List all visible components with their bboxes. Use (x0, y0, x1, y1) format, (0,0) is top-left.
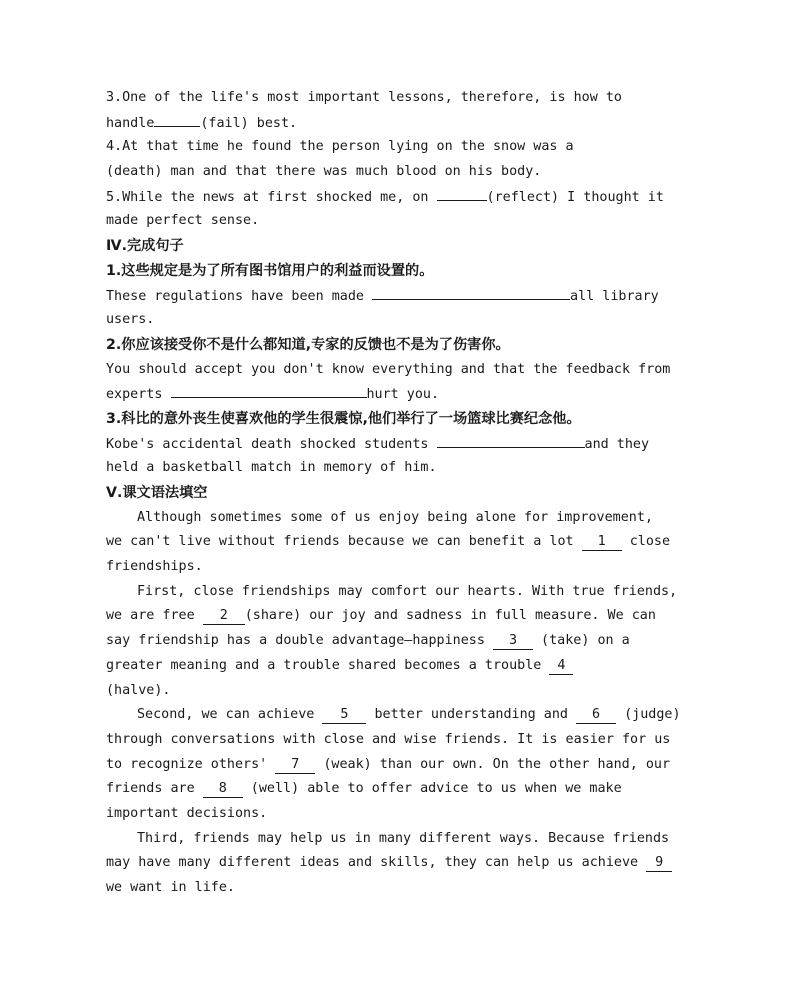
blank-8[interactable]: 8 (203, 781, 243, 798)
blank-2[interactable]: 2 (203, 608, 245, 625)
q3-line-1: 3.One of the life's most important lessons, therefore, is how to (106, 90, 622, 105)
p5-text: (weak) than our own. On the other hand, our (315, 756, 671, 772)
blank-4[interactable]: 4 (549, 658, 573, 675)
q3-text-b: (fail) best. (200, 115, 298, 131)
p5-text: (judge) (616, 707, 681, 723)
q5-text-b: (reflect) I thought it (486, 189, 664, 205)
q3-text-a: handle (106, 115, 155, 131)
p5-para2-line-4 (106, 654, 694, 679)
q3-line-2 (106, 111, 694, 136)
p4-q1-text-a: These regulations have been made (106, 288, 373, 304)
blank-1[interactable]: 1 (582, 534, 622, 551)
p5-para4-line-3: we want in life. (106, 880, 235, 895)
p5-text: close (621, 534, 671, 550)
q5-text-a: 5.While the news at first shocked me, on (106, 189, 437, 205)
p4-q2-english-1: You should accept you don't know everything and that the feedback from (106, 361, 671, 377)
p5-para1-line-1: Although sometimes some of us enjoy being alone for improvement, (137, 509, 653, 525)
p5-para3-line-4 (106, 777, 694, 802)
p5-para3-line-5: important decisions. (106, 805, 268, 821)
p4-q2-blank[interactable] (171, 382, 367, 398)
section-5-heading: Ⅴ.课文语法填空 (106, 485, 208, 501)
p5-text: to recognize others' (106, 756, 276, 772)
p5-para1-line-3: friendships. (106, 559, 203, 575)
section-4-heading: Ⅳ.完成句子 (106, 238, 184, 255)
blank-6[interactable]: 6 (576, 707, 616, 724)
p5-text: (well) able to offer advice to us when we make (242, 781, 622, 797)
p5-para2-line-5: (halve). (106, 682, 171, 698)
p4-q1-text-b: all library (570, 288, 659, 304)
p5-text: better understanding and (366, 707, 577, 723)
p5-para4-line-2 (106, 851, 694, 876)
blank-3[interactable]: 3 (493, 633, 533, 650)
q5-line-1 (106, 185, 694, 210)
blank-9[interactable]: 9 (646, 855, 672, 872)
p5-para3-line-1 (106, 703, 694, 728)
p4-q2-text-b: hurt you. (366, 387, 440, 403)
p4-q3-english-1 (106, 432, 694, 457)
q5-line-2: made perfect sense. (106, 213, 260, 229)
p4-q1-blank[interactable] (372, 284, 570, 300)
p4-q3-blank[interactable] (437, 432, 585, 448)
p5-text: we can't live without friends because we can benefit a lot (106, 534, 582, 550)
p4-q3-chinese: 3.科比的意外丧生使喜欢他的学生很震惊,他们举行了一场篮球比赛纪念他。 (106, 410, 581, 427)
p4-q3-text-a: Kobe's accidental death shocked students (106, 436, 437, 452)
p4-q1-english-1 (106, 284, 694, 309)
p4-q1-english-2: users. (106, 312, 155, 328)
p5-text: may have many different ideas and skills, they can help us achieve (106, 855, 647, 871)
p5-para4-line-1: Third, friends may help us in many different ways. Because friends (137, 830, 670, 846)
p4-q3-text-b: and they (584, 436, 650, 452)
p5-text: (share) our joy and sadness in full measure. We can (244, 608, 656, 624)
q5-blank[interactable] (437, 185, 487, 201)
q4-line-1: 4.At that time he found the person lying on the snow was a (106, 139, 574, 155)
blank-7[interactable]: 7 (275, 757, 315, 774)
p5-para2-line-2 (106, 604, 694, 629)
p4-q2-text-a: experts (106, 387, 171, 403)
p4-q3-english-2: held a basketball match in memory of him. (106, 460, 437, 476)
p5-para2-line-3 (106, 629, 694, 654)
q3-blank[interactable] (154, 111, 200, 127)
p5-para3-line-2: through conversations with close and wise friends. It is easier for us (106, 731, 671, 747)
p5-text: say friendship has a double advantage—happiness (106, 633, 493, 649)
p5-para3-line-3 (106, 753, 694, 778)
p5-para2-line-1: First, close friendships may comfort our hearts. With true friends, (137, 583, 678, 599)
p5-text: greater meaning and a trouble shared becomes a trouble (106, 657, 550, 673)
p5-text: we are free (106, 608, 203, 624)
p5-para1-line-2 (106, 530, 694, 555)
p5-text: (take) on a (532, 633, 630, 649)
p5-text: Second, we can achieve (137, 707, 323, 723)
p4-q2-english-2 (106, 382, 694, 407)
p5-text: friends are (106, 781, 203, 797)
q4-line-2: (death) man and that there was much blood on his body. (106, 164, 542, 180)
p4-q2-chinese: 2.你应该接受你不是什么都知道,专家的反馈也不是为了伤害你。 (106, 336, 510, 353)
blank-5[interactable]: 5 (322, 707, 366, 724)
p4-q1-chinese: 1.这些规定是为了所有图书馆用户的利益而设置的。 (106, 262, 434, 279)
